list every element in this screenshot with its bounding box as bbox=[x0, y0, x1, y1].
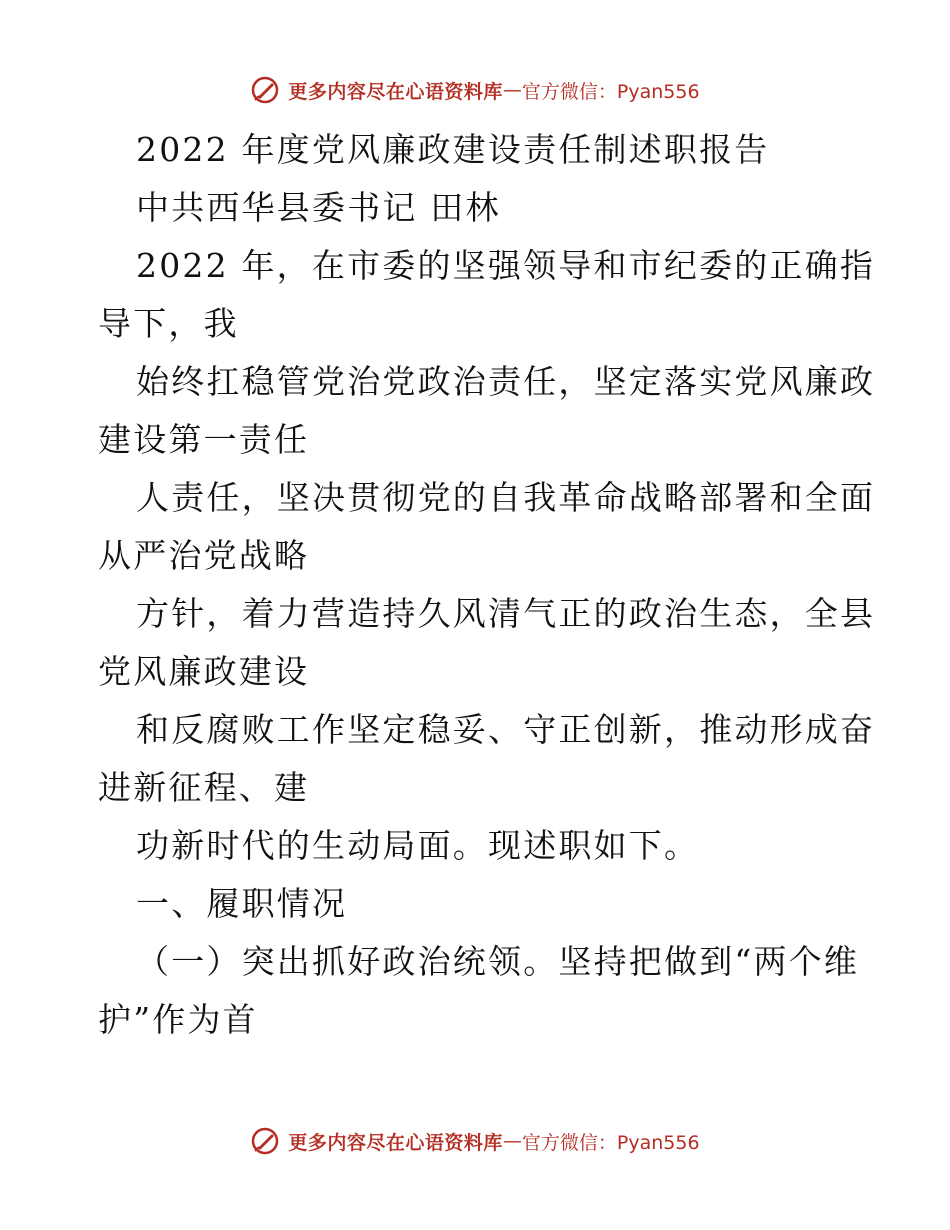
footer-watermark bbox=[0, 1121, 950, 1161]
paragraph-line: 从严治党战略 bbox=[98, 536, 310, 575]
header-watermark bbox=[0, 70, 950, 110]
quill-pen-circle-icon bbox=[250, 1126, 280, 1156]
paragraph-line: 建设第一责任 bbox=[98, 420, 310, 459]
paragraph-line: 和反腐败工作坚定稳妥、守正创新，推动形成奋 bbox=[136, 710, 876, 749]
document-title: 2022 年度党风廉政建设责任制述职报告 bbox=[136, 130, 770, 169]
section-heading: 一、履职情况 bbox=[136, 884, 348, 923]
watermark-main-text: 更多内容尽在心语资料库 bbox=[288, 1131, 503, 1154]
paragraph-line: 进新征程、建 bbox=[98, 768, 310, 807]
quill-pen-circle-icon bbox=[250, 75, 280, 105]
subsection-line: （一）突出抓好政治统领。坚持把做到“两个维 bbox=[136, 942, 860, 981]
paragraph-line: 2022 年，在市委的坚强领导和市纪委的正确指 bbox=[136, 246, 876, 285]
watermark-dash: — bbox=[502, 1130, 522, 1152]
paragraph-line: 导下，我 bbox=[98, 304, 239, 343]
paragraph-line: 始终扛稳管党治党政治责任，坚定落实党风廉政 bbox=[136, 362, 876, 401]
paragraph-line: 党风廉政建设 bbox=[98, 652, 310, 691]
document-body bbox=[98, 121, 876, 1049]
paragraph-line: 护”作为首 bbox=[98, 1000, 258, 1039]
paragraph-line: 方针，着力营造持久风清气正的政治生态，全县 bbox=[136, 594, 876, 633]
watermark-wechat-text: 官方微信：Pyan556 bbox=[521, 1131, 700, 1154]
watermark-dash: — bbox=[502, 79, 522, 101]
paragraph-line: 人责任，坚决贯彻党的自我革命战略部署和全面 bbox=[136, 478, 876, 517]
watermark-wechat-text: 官方微信：Pyan556 bbox=[521, 80, 700, 103]
watermark-main-text: 更多内容尽在心语资料库 bbox=[288, 80, 503, 103]
document-author: 中共西华县委书记 田林 bbox=[136, 188, 501, 227]
paragraph-line: 功新时代的生动局面。现述职如下。 bbox=[136, 826, 700, 865]
